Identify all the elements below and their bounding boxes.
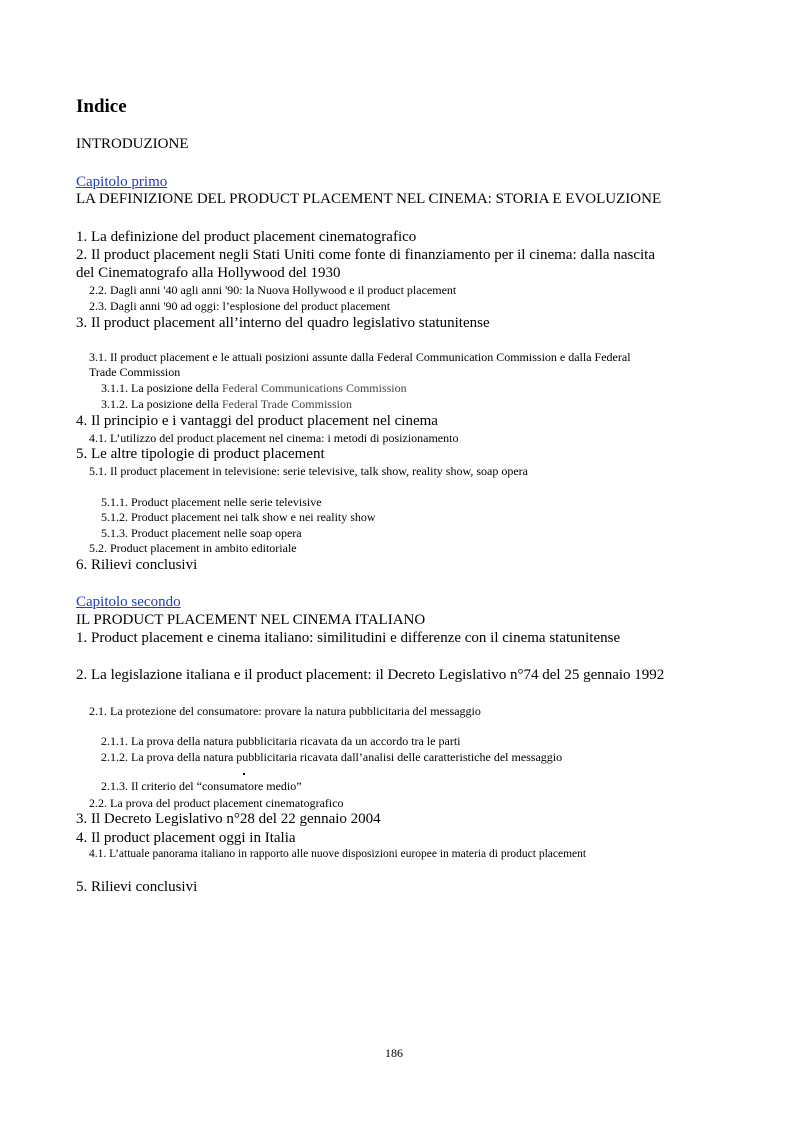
toc-subentry-continuation: Trade Commission [89, 365, 181, 379]
toc-subsubentry: 5.1.3. Product placement nelle soap opera [101, 526, 302, 540]
toc-subentry: 2.2. La prova del product placement cinematografico [89, 796, 344, 810]
toc-entry: 2. La legislazione italiana e il product placement: il Decreto Legislativo n°74 del 25 gennaio 1992 [76, 667, 665, 683]
page-number: 186 [385, 1046, 403, 1060]
toc-entry-continuation: del Cinematografo alla Hollywood del 1930 [76, 265, 341, 281]
toc-subentry: 4.1. L’utilizzo del product placement nel cinema: i metodi di posizionamento [89, 431, 459, 445]
toc-entry: 2. Il product placement negli Stati Uniti come fonte di finanziamento per il cinema: dalla nascita [76, 247, 655, 263]
toc-subsubentry-prefix: 3.1.2. La posizione della [101, 397, 222, 411]
toc-entry: 4. Il product placement oggi in Italia [76, 830, 296, 846]
toc-subentry: 2.2. Dagli anni '40 agli anni '90: la Nuova Hollywood e il product placement [89, 283, 457, 297]
toc-entry: 3. Il product placement all’interno del quadro legislativo statunitense [76, 315, 490, 331]
toc-subentry: 2.3. Dagli anni '90 ad oggi: l’esplosione del product placement [89, 299, 391, 313]
toc-introduction: INTRODUZIONE [76, 136, 189, 152]
toc-subentry: 4.1. L’attuale panorama italiano in rapporto alle nuove disposizioni europee in materia di product placement [89, 848, 587, 860]
chapter-2-title: IL PRODUCT PLACEMENT NEL CINEMA ITALIANO [76, 612, 426, 628]
toc-subsubentry-prefix: 3.1.1. La posizione della [101, 381, 222, 395]
toc-subentry: 3.1. Il product placement e le attuali posizioni assunte dalla Federal Communication Commission e dalla Federal [89, 350, 631, 364]
chapter-1-title: LA DEFINIZIONE DEL PRODUCT PLACEMENT NEL CINEMA: STORIA E EVOLUZIONE [76, 191, 662, 207]
toc-subsubentry [101, 398, 352, 410]
page-title: Indice [76, 96, 127, 117]
toc-subsubentry: 2.1.3. Il criterio del “consumatore medio” [101, 779, 302, 793]
toc-subsubentry-org: Federal Communications Commission [221, 381, 407, 395]
toc-subentry: 5.2. Product placement in ambito editoriale [89, 541, 297, 555]
toc-subsubentry: 5.1.2. Product placement nei talk show e nei reality show [101, 510, 376, 524]
toc-subsubentry: 5.1.1. Product placement nelle serie televisive [101, 495, 322, 509]
toc-entry: 6. Rilievi conclusivi [76, 557, 198, 573]
toc-entry: 3. Il Decreto Legislativo n°28 del 22 gennaio 2004 [76, 811, 381, 827]
toc-entry: 4. Il principio e i vantaggi del product placement nel cinema [76, 413, 438, 429]
toc-entry: 1. La definizione del product placement cinematografico [76, 229, 417, 245]
toc-entry: 5. Le altre tipologie di product placement [76, 446, 325, 462]
toc-entry: 5. Rilievi conclusivi [76, 879, 198, 895]
toc-subsubentry-org: Federal Trade Commission [221, 397, 352, 411]
chapter-2-link[interactable]: Capitolo secondo [76, 594, 181, 610]
toc-subentry: 2.1. La protezione del consumatore: provare la natura pubblicitaria del messaggio [89, 704, 481, 718]
chapter-1-link[interactable]: Capitolo primo [76, 174, 168, 190]
toc-entry: 1. Product placement e cinema italiano: similitudini e differenze con il cinema statunitense [76, 630, 621, 646]
toc-subentry: 5.1. Il product placement in televisione: serie televisive, talk show, reality show, soap opera [89, 464, 528, 478]
toc-subsubentry: 2.1.1. La prova della natura pubblicitaria ricavata da un accordo tra le parti [101, 734, 461, 748]
toc-subsubentry [101, 382, 407, 394]
toc-subsubentry: 2.1.2. La prova della natura pubblicitaria ricavata dall’analisi delle caratteristiche del messaggio [101, 750, 563, 764]
stray-dot [243, 773, 245, 775]
